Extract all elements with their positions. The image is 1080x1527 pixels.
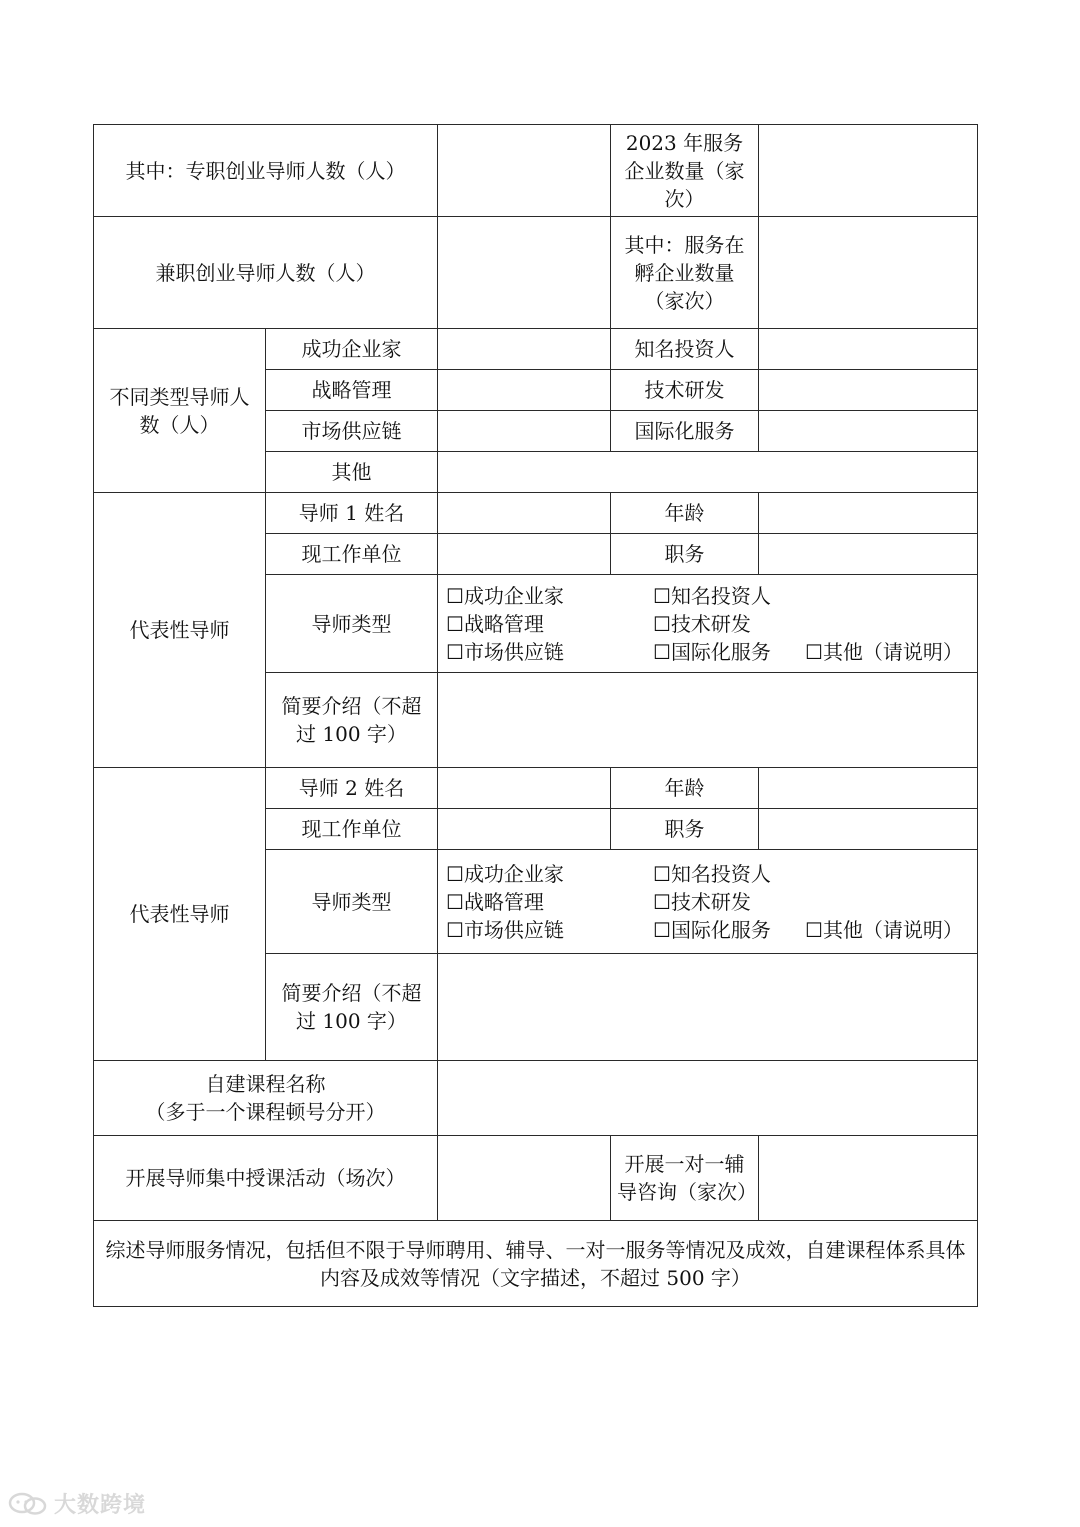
mentor-info-form <box>93 124 978 1307</box>
watermark <box>8 1488 146 1519</box>
mentor2-age-value[interactable] <box>759 768 978 809</box>
type-value[interactable] <box>759 411 978 452</box>
checkbox-option[interactable]: ☐战略管理 <box>446 889 544 914</box>
checkbox-option[interactable]: ☐知名投资人 <box>653 583 771 608</box>
mentor1-position-value[interactable] <box>759 534 978 575</box>
checkbox-option[interactable]: ☐其他（请说明） <box>805 917 963 942</box>
courses-value[interactable] <box>438 1061 978 1136</box>
mentor2-name-value[interactable] <box>438 768 611 809</box>
mentor2-unit-value[interactable] <box>438 809 611 850</box>
type-value[interactable] <box>759 370 978 411</box>
type-value[interactable] <box>759 329 978 370</box>
watermark-text: 大数跨境 <box>54 1493 147 1518</box>
mentor2-unit-label: 现工作单位 <box>266 809 438 850</box>
checkbox-icon[interactable]: ☐ <box>653 889 671 914</box>
mentor1-type-options <box>438 575 978 673</box>
mentor1-name-value[interactable] <box>438 493 611 534</box>
fulltime-mentor-row <box>94 125 978 217</box>
fulltime-mentor-value[interactable] <box>438 125 611 217</box>
consulting-label: 开展一对一辅导咨询（家次） <box>611 1136 759 1221</box>
type-label: 技术研发 <box>611 370 759 411</box>
mentor2-age-label: 年龄 <box>611 768 759 809</box>
mentor1-unit-value[interactable] <box>438 534 611 575</box>
mentor1-name-row <box>94 493 978 534</box>
checkbox-icon[interactable]: ☐ <box>653 583 671 608</box>
courses-row <box>94 1061 978 1136</box>
mentor1-type-label: 导师类型 <box>266 575 438 673</box>
mentor2-section-label: 代表性导师 <box>94 768 266 1061</box>
summary-field[interactable]: 综述导师服务情况，包括但不限于导师聘用、辅导、一对一服务等情况及成效，自建课程体系具体内容及成效等情况（文字描述，不超过 500 字） <box>94 1221 978 1307</box>
parttime-mentor-value[interactable] <box>438 217 611 329</box>
mentor1-age-label: 年龄 <box>611 493 759 534</box>
mentor1-section-label: 代表性导师 <box>94 493 266 768</box>
mentor1-intro-value[interactable] <box>438 673 978 768</box>
mentor2-name-label: 导师 2 姓名 <box>266 768 438 809</box>
mentor1-unit-label: 现工作单位 <box>266 534 438 575</box>
checkbox-icon[interactable]: ☐ <box>653 917 671 942</box>
type-label: 市场供应链 <box>266 411 438 452</box>
mentor2-intro-label: 简要介绍（不超过 100 字） <box>266 954 438 1061</box>
service-count-label: 2023 年服务企业数量（家次） <box>611 125 759 217</box>
type-value[interactable] <box>438 370 611 411</box>
checkbox-icon[interactable]: ☐ <box>446 889 464 914</box>
mentor-type-count-label: 不同类型导师人数（人） <box>94 329 266 493</box>
checkbox-option[interactable]: ☐市场供应链 <box>446 639 564 664</box>
mentor2-position-value[interactable] <box>759 809 978 850</box>
checkbox-option[interactable]: ☐国际化服务 <box>653 917 771 942</box>
fulltime-mentor-label: 其中：专职创业导师人数（人） <box>94 125 438 217</box>
checkbox-option[interactable]: ☐技术研发 <box>653 611 751 636</box>
mentor2-type-label: 导师类型 <box>266 850 438 954</box>
checkbox-icon[interactable]: ☐ <box>446 639 464 664</box>
lectures-label: 开展导师集中授课活动（场次） <box>94 1136 438 1221</box>
summary-row <box>94 1221 978 1307</box>
wechat-bubble-icon <box>8 1491 48 1517</box>
checkbox-group <box>442 582 973 666</box>
courses-label-line1: 自建课程名称 <box>205 1072 326 1096</box>
type-label-other: 其他 <box>266 452 438 493</box>
checkbox-option[interactable]: ☐国际化服务 <box>653 639 771 664</box>
checkbox-option[interactable]: ☐战略管理 <box>446 611 544 636</box>
service-count-value[interactable] <box>759 125 978 217</box>
courses-label <box>94 1061 438 1136</box>
mentor1-name-label: 导师 1 姓名 <box>266 493 438 534</box>
checkbox-option[interactable]: ☐知名投资人 <box>653 861 771 886</box>
checkbox-option[interactable]: ☐其他（请说明） <box>805 639 963 664</box>
checkbox-icon[interactable]: ☐ <box>446 583 464 608</box>
mentor2-type-options <box>438 850 978 954</box>
checkbox-icon[interactable]: ☐ <box>446 611 464 636</box>
mentor-type-row-1 <box>94 329 978 370</box>
checkbox-option[interactable]: ☐技术研发 <box>653 889 751 914</box>
type-label: 成功企业家 <box>266 329 438 370</box>
type-label: 战略管理 <box>266 370 438 411</box>
type-value[interactable] <box>438 329 611 370</box>
type-value[interactable] <box>438 411 611 452</box>
mentor2-name-row <box>94 768 978 809</box>
mentor1-position-label: 职务 <box>611 534 759 575</box>
checkbox-icon[interactable]: ☐ <box>653 611 671 636</box>
checkbox-option[interactable]: ☐成功企业家 <box>446 861 564 886</box>
checkbox-icon[interactable]: ☐ <box>805 639 823 664</box>
incubated-service-label: 其中：服务在孵企业数量（家次） <box>611 217 759 329</box>
courses-label-line2: （多于一个课程顿号分开） <box>145 1100 386 1124</box>
checkbox-icon[interactable]: ☐ <box>653 639 671 664</box>
checkbox-icon[interactable]: ☐ <box>446 917 464 942</box>
type-value-other[interactable] <box>438 452 978 493</box>
mentor2-intro-value[interactable] <box>438 954 978 1061</box>
consulting-value[interactable] <box>759 1136 978 1221</box>
mentor1-intro-label: 简要介绍（不超过 100 字） <box>266 673 438 768</box>
lectures-value[interactable] <box>438 1136 611 1221</box>
incubated-service-value[interactable] <box>759 217 978 329</box>
mentor2-position-label: 职务 <box>611 809 759 850</box>
lectures-row <box>94 1136 978 1221</box>
checkbox-icon[interactable]: ☐ <box>653 861 671 886</box>
checkbox-icon[interactable]: ☐ <box>446 861 464 886</box>
type-label: 知名投资人 <box>611 329 759 370</box>
parttime-mentor-label: 兼职创业导师人数（人） <box>94 217 438 329</box>
checkbox-option[interactable]: ☐成功企业家 <box>446 583 564 608</box>
checkbox-option[interactable]: ☐市场供应链 <box>446 917 564 942</box>
type-label: 国际化服务 <box>611 411 759 452</box>
parttime-mentor-row <box>94 217 978 329</box>
mentor1-age-value[interactable] <box>759 493 978 534</box>
checkbox-group <box>442 860 973 944</box>
checkbox-icon[interactable]: ☐ <box>805 917 823 942</box>
